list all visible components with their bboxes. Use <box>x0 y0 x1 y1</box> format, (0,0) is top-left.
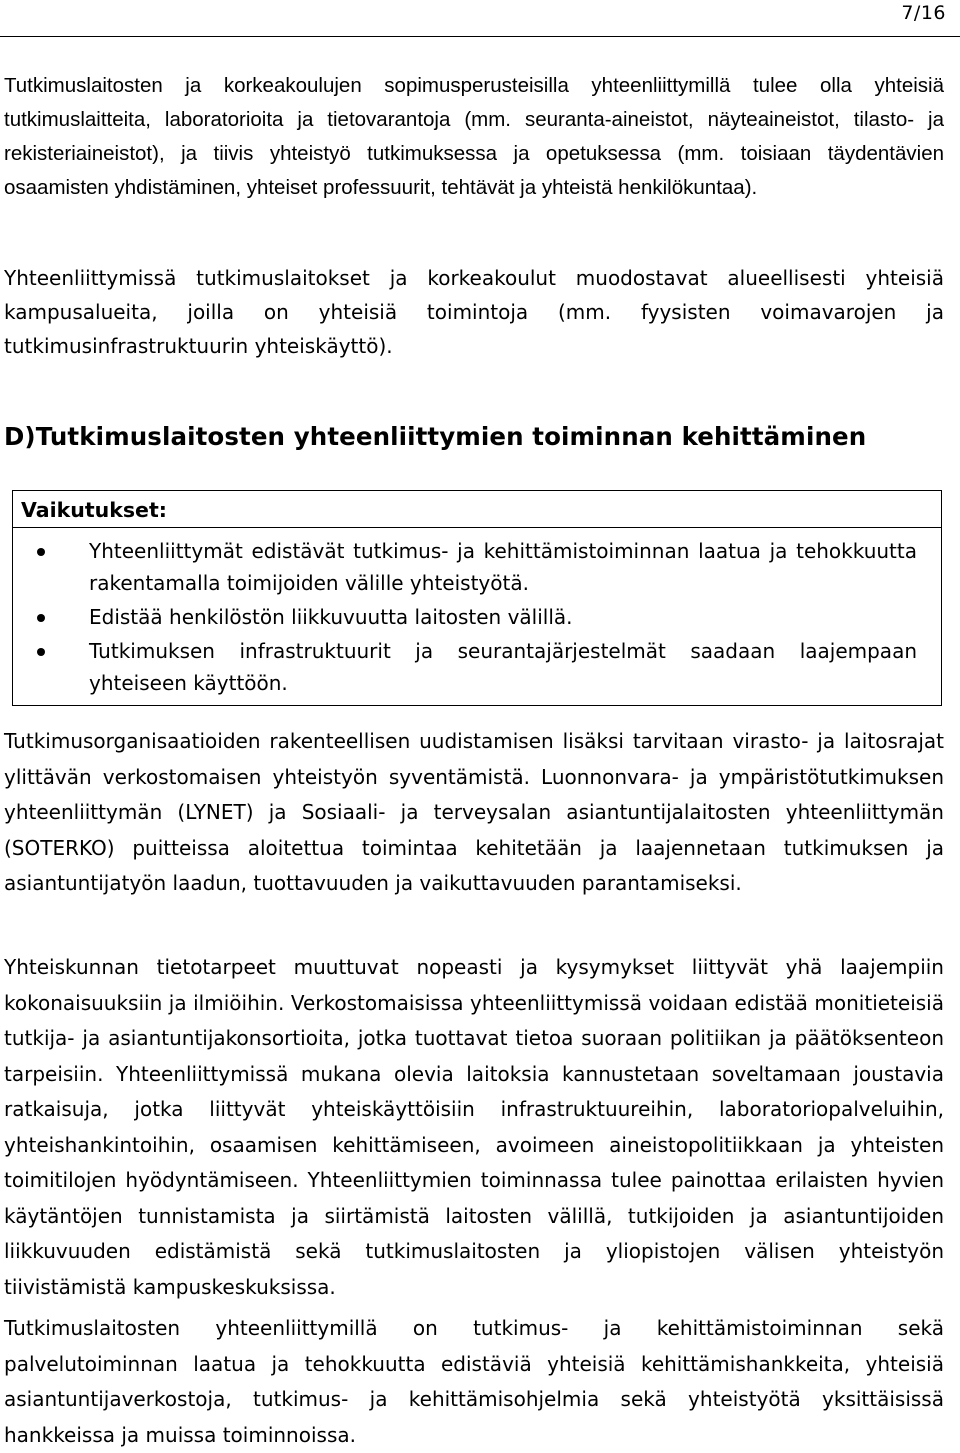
effects-item-text: Tutkimuksen infrastruktuurit ja seurantajärjestelmät saadaan laajempaan yhteiseen käyttöön. <box>89 639 917 695</box>
page-number: 7/16 <box>901 2 946 24</box>
paragraph-campus-areas: Yhteenliittymissä tutkimuslaitokset ja korkeakoulut muodostavat alueellisesti yhteisiä kampusalueita, joilla on yhteisiä toimintoja (mm. fyysisten voimavarojen ja tutkimusinfrastruktuurin yhteiskäyttö). <box>4 266 944 358</box>
effects-title: Vaikutukset: <box>21 498 167 522</box>
effects-list-item <box>13 635 941 699</box>
effects-list <box>13 535 941 701</box>
paragraph-network-cooperation: Tutkimusorganisaatioiden rakenteellisen uudistamisen lisäksi tarvitaan virasto- ja laitosrajat ylittävän verkostomaisen yhteistyön syventämistä. Luonnonvara- ja ympäristötutkimuksen yhteenliittymän (LYNET) ja Sosiaali- ja terveysalan asiantuntijalaitosten yhteenliittymän (SOTERKO) puitteissa aloitettua toimintaa kehitetään ja laajennetaan tutkimuksen ja asiantuntijatyön laadun, tuottavuuden ja vaikuttavuuden parantamiseksi. <box>4 729 944 895</box>
bullet-icon <box>37 548 45 556</box>
effects-list-item <box>13 535 941 599</box>
effects-item-text: Yhteenliittymät edistävät tutkimus- ja kehittämistoiminnan laatua ja tehokkuutta rakentamalla toimijoiden välille yhteistyötä. <box>89 539 917 595</box>
effects-item-text: Edistää henkilöstön liikkuvuutta laitosten välillä. <box>89 605 573 629</box>
paragraph-shared-infrastructure: Tutkimuslaitosten ja korkeakoulujen sopimusperusteisilla yhteenliittymillä tulee olla yhteisiä tutkimuslaitteita, laboratorioita ja tietovarantoja (mm. seuranta-aineistot, näyteaineistot, tilasto- ja rekisteriaineistot), ja tiivis yhteistyö tutkimuksessa ja opetuksessa (mm. toisiaan täydentävien osaamisten yhdistäminen, yhteiset professuurit, tehtävät ja yhteistä henkilökuntaa). <box>4 74 944 199</box>
paragraph-joint-projects: Tutkimuslaitosten yhteenliittymillä on tutkimus- ja kehittämistoiminnan sekä palvelutoiminnan laatua ja tehokkuutta edistäviä yhteisiä kehittämishankkeita, yhteisiä asiantuntijaverkostoja, tutkimus- ja kehittämisohjelmia sekä yhteistyötä yksittäisissä hankkeissa ja muissa toiminnoissa. <box>4 1316 944 1447</box>
section-heading: D)Tutkimuslaitosten yhteenliittymien toiminnan kehittäminen <box>4 422 867 451</box>
header-rule <box>0 36 960 37</box>
bullet-icon <box>37 648 45 656</box>
paragraph-information-needs: Yhteiskunnan tietotarpeet muuttuvat nopeasti ja kysymykset liittyvät yhä laajempiin kokonaisuuksiin ja ilmiöihin. Verkostomaisissa yhteenliittymissä voidaan edistää monitieteisiä tutkija- ja asiantuntijakonsortioita, jotka tuottavat tietoa suoraan politiikan ja päätöksenteon tarpeisiin. Yhteenliittymissä mukana olevia laitoksia kannustetaan soveltamaan joustavia ratkaisuja, jotka liittyvät yhteiskäyttöisiin infrastruktuureihin, laboratoriopalveluihin, yhteishankintoihin, osaamisen kehittämiseen, avoimeen aineistopolitiikkaan ja yhteisten toimitilojen hyödyntämiseen. Yhteenliittymien toiminnassa tulee painottaa erilaisten hyvien käytäntöjen tunnistamista ja siirtämistä laitosten välillä, tutkijoiden ja asiantuntijoiden liikkuvuuden edistämistä sekä tutkimuslaitosten ja yliopistojen välisen yhteistyön tiivistämistä kampuskeskuksissa. <box>4 955 944 1299</box>
effects-box <box>12 490 942 706</box>
bullet-icon <box>37 614 45 622</box>
effects-title-rule <box>13 527 941 528</box>
effects-list-item <box>13 601 941 633</box>
